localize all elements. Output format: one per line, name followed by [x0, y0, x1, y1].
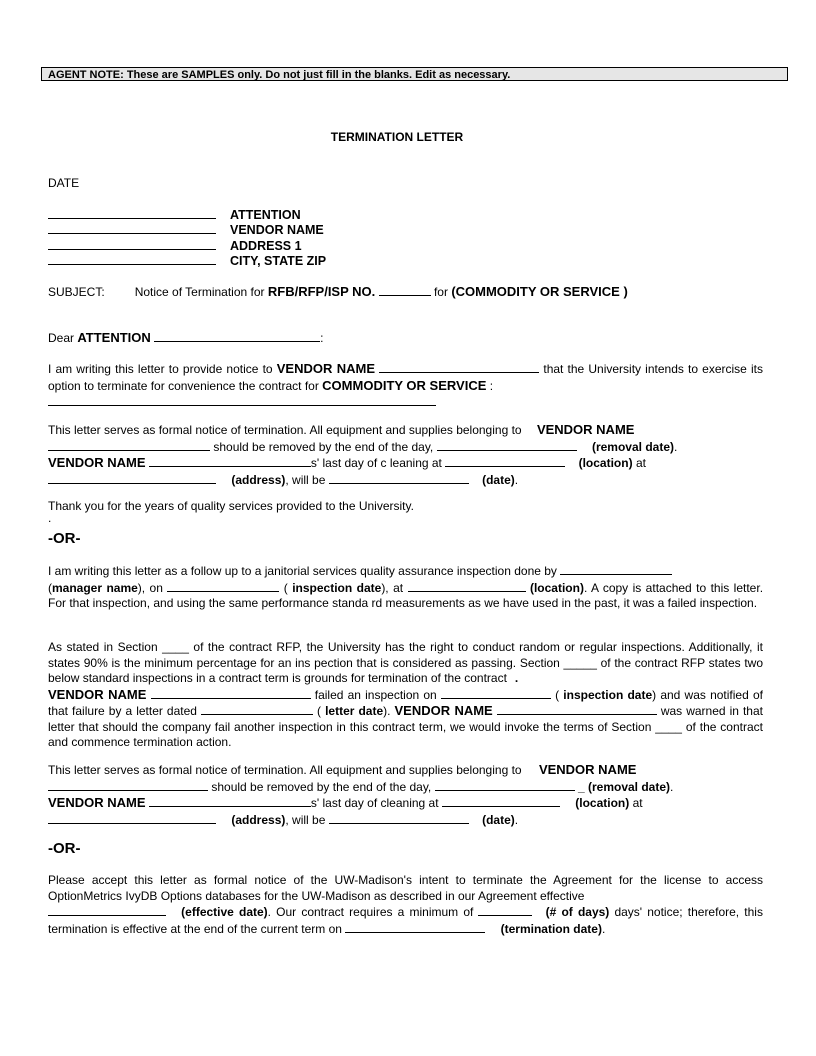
colon: : [320, 331, 324, 345]
address1-label: ADDRESS 1 [230, 239, 302, 253]
p5-text-2: should be removed by the end of the day, [211, 779, 432, 794]
blank-line [48, 439, 210, 451]
effective-date-placeholder: (effective date) [181, 905, 268, 919]
vendor-name-placeholder: VENDOR NAME [394, 703, 493, 718]
blank-line [149, 795, 311, 807]
location-placeholder: (location) [575, 796, 630, 810]
vendor-name-placeholder: VENDOR NAME [48, 455, 146, 470]
paragraph-termination-2 [48, 762, 763, 828]
subject-text: Notice of Termination for [134, 285, 265, 299]
location-placeholder: (location) [529, 580, 584, 595]
period: . [601, 921, 606, 936]
p1-text-1: I am writing this letter to provide notice to [48, 362, 273, 376]
p6-text-3: days' notice; therefore, this termination is effective at the end of the current term on [48, 905, 763, 936]
p4-text-5: was warned in that letter that should the company fail another inspection in this contract term, we would invoke the terms of Section ____ of the contract and commence termination action. [48, 704, 763, 749]
blank-line [167, 580, 279, 592]
blank-line [445, 455, 565, 467]
address-line1-row [48, 238, 302, 254]
p6-text-2: . Our contract requires a minimum of [267, 905, 474, 919]
paragraph-termination-1 [48, 422, 763, 488]
or-separator-1: -OR- [48, 530, 81, 547]
stray-dot: . [48, 511, 52, 525]
blank-line [379, 284, 431, 296]
vendor-name-placeholder: VENDOR NAME [276, 361, 376, 376]
date-placeholder: (date) [482, 812, 515, 827]
p3-text-2: ), on [137, 580, 163, 595]
blank-line [151, 687, 311, 699]
address-vendor-row [48, 222, 324, 238]
will-be-text: , will be [285, 472, 326, 487]
inspection-date-placeholder: inspection date [563, 687, 653, 702]
p2-text-1: This letter serves as formal notice of termination. All equipment and supplies belonging to [48, 423, 522, 437]
blank-line [48, 394, 436, 406]
blank-line [437, 439, 577, 451]
p1-text-2: that the University intends to exercise its option to terminate for convenience the contract for [48, 362, 763, 393]
paragraph-section: As stated in Section ____ of the contract RFP, the University has the right to conduct random or regular inspections. Additionally, it states 90% is the minimum percentage for an ins pection that is considered as passing. Section _____ of the contract RFP states two below standard inspections in a contract term is grounds for termination of the contract . VENDOR NAME failed an inspection on ( inspection date) and was notified of that failure by a letter dated ( letter date). VENDOR NAME was warned in that letter that should the company fail another inspection in this contract term, we would invoke the terms of Section ____ of the contract and commence termination action. [48, 640, 763, 749]
address-placeholder: (address) [231, 472, 286, 487]
at-text: at [635, 456, 646, 470]
removal-date-placeholder: _ (removal date) [577, 779, 671, 794]
days-placeholder: (# of days) [545, 905, 610, 919]
date-placeholder: (date) [482, 472, 515, 487]
p3-text-4: . A copy is attached to this letter. For that inspection, and using the same performance standa rd measurements as we have used in the past, it was a failed inspection. [48, 580, 764, 610]
p4-text-2: failed an inspection on [314, 687, 437, 702]
period: . [670, 779, 674, 794]
vendor-name-placeholder: VENDOR NAME [48, 795, 146, 810]
salutation-attention: ATTENTION [77, 330, 151, 345]
blank-line [48, 222, 216, 234]
blank-line [48, 253, 216, 265]
vendor-name-placeholder: VENDOR NAME [48, 686, 147, 702]
p4-text-1: As stated in Section ____ of the contract RFP, the University has the right to conduct random or regular inspections. Additionally, it states 90% is the minimum percentage for an ins pection that is considered as passing. Section _____ of the contract RFP states two below standard inspections in a contract term is grounds for termination of the contract [48, 640, 763, 685]
removal-date-placeholder: (removal date) [591, 439, 674, 454]
commodity-placeholder: COMMODITY OR SERVICE [322, 377, 487, 393]
p1-text-3: : [489, 378, 494, 393]
inspection-date-placeholder: inspection date [292, 580, 382, 595]
blank-line [48, 238, 216, 250]
location-placeholder: (location) [578, 456, 633, 470]
agent-note-banner: AGENT NOTE: These are SAMPLES only. Do not just fill in the blanks. Edit as necessary. [41, 67, 788, 81]
letter-date-placeholder: letter date [325, 704, 384, 718]
address-placeholder: (address) [231, 812, 286, 827]
subject-line [48, 284, 763, 301]
blank-line [48, 207, 216, 219]
paragraph-license [48, 873, 763, 937]
attention-label: ATTENTION [230, 208, 301, 222]
p6-text-1: Please accept this letter as formal notice of the UW-Madison's intent to terminate the Agreement for the license to access OptionMetrics IvyDB Options databases for the UW-Madison as described in our Agreement effective [48, 873, 763, 903]
blank-line [345, 921, 485, 933]
blank-line [497, 703, 657, 715]
p5-text-1: This letter serves as formal notice of termination. All equipment and supplies belonging to [48, 763, 522, 777]
period: . [514, 812, 519, 827]
date-label: DATE [48, 176, 80, 190]
period: . [674, 439, 678, 454]
city-state-zip-label: CITY, STATE ZIP [230, 254, 327, 268]
blank-line [435, 779, 575, 791]
paragraph-notice [48, 361, 763, 411]
blank-line [149, 455, 311, 467]
vendor-name-label: VENDOR NAME [230, 223, 324, 237]
blank-line [379, 361, 539, 373]
blank-line [201, 703, 313, 715]
blank-line [329, 472, 469, 484]
vendor-name-placeholder: VENDOR NAME [538, 762, 637, 777]
blank-line [478, 904, 532, 916]
address-attention-row [48, 207, 301, 223]
blank-line [442, 795, 560, 807]
rfb-number-label: RFB/RFP/ISP NO. [267, 284, 376, 299]
p3-text-3: ), at [381, 580, 404, 595]
vendor-name-placeholder: VENDOR NAME [536, 422, 635, 437]
termination-date-placeholder: (termination date) [500, 921, 602, 936]
paragraph-inspection: I am writing this letter as a follow up to a janitorial services quality assurance inspection done by (manager name), on ( inspection date), at (location). A copy is attached to this letter. For that inspection, and using the same performance standa rd measurements as we have used in the past, it was a failed inspection. [48, 564, 764, 610]
blank-line [48, 812, 216, 824]
blank-line [48, 472, 216, 484]
blank-line [48, 904, 166, 916]
blank-line [329, 812, 469, 824]
subject-for: for [433, 285, 448, 299]
p2-text-3: s' last day of c leaning at [310, 456, 442, 470]
manager-name-placeholder: manager name [52, 580, 138, 595]
dear-text: Dear [48, 331, 75, 345]
or-separator-2: -OR- [48, 840, 81, 857]
blank-line [441, 687, 551, 699]
p2-text-2: should be removed by the end of the day, [213, 439, 434, 454]
blank-line [560, 563, 672, 575]
period: . [514, 472, 519, 487]
address-city-row [48, 253, 326, 269]
letter-title: TERMINATION LETTER [330, 130, 464, 144]
blank-line [48, 779, 208, 791]
at-text: at [632, 796, 643, 810]
blank-line [154, 330, 320, 342]
p3-text-1: I am writing this letter as a follow up to a janitorial services quality assurance inspection done by [48, 564, 557, 578]
thanks-line: Thank you for the years of quality services provided to the University. [48, 499, 414, 513]
commodity-label: (COMMODITY OR SERVICE ) [451, 284, 628, 299]
salutation [48, 330, 763, 347]
subject-label: SUBJECT: [48, 285, 105, 299]
blank-line [408, 580, 526, 592]
p4-text-4: ). [383, 704, 391, 718]
period: . [514, 671, 519, 685]
p5-text-3: s' last day of cleaning at [310, 796, 439, 810]
will-be-text: , will be [285, 812, 326, 827]
p4-text-3: ) and was notified of that failure by a letter dated [48, 687, 763, 718]
